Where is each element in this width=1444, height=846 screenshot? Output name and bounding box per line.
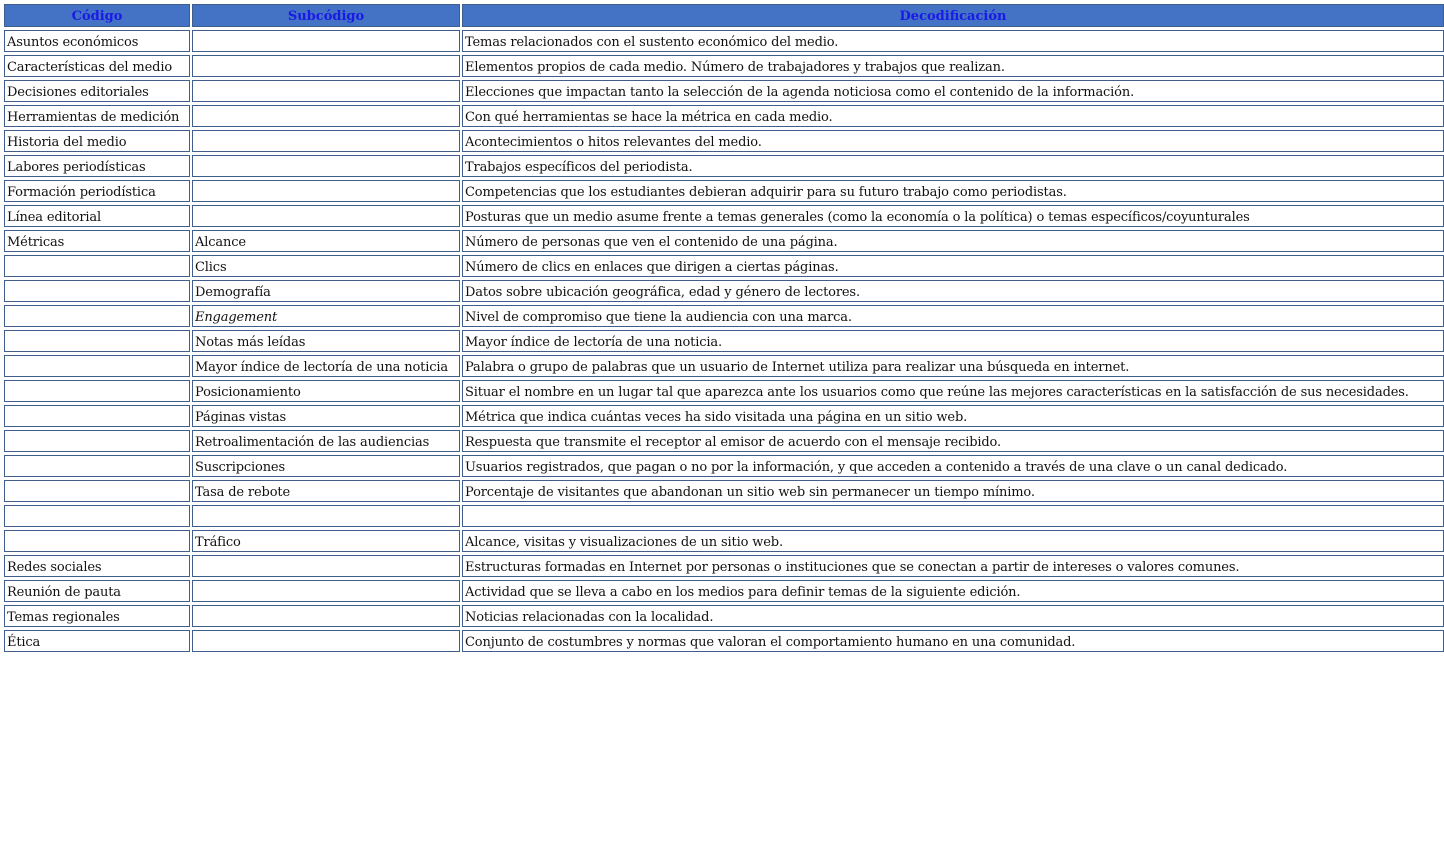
table-row <box>4 80 1444 102</box>
cell-codigo: Historia del medio <box>4 130 190 152</box>
cell-subcodigo <box>192 630 460 652</box>
table-row <box>4 480 1444 502</box>
table-row <box>4 380 1444 402</box>
table-row <box>4 230 1444 252</box>
cell-codigo: Reunión de pauta <box>4 580 190 602</box>
cell-codigo <box>4 455 190 477</box>
cell-subcodigo: Páginas vistas <box>192 405 460 427</box>
cell-decodificacion: Posturas que un medio asume frente a temas generales (como la economía o la política) o temas específicos/coyunturales <box>462 205 1444 227</box>
table-row <box>4 30 1444 52</box>
cell-subcodigo <box>192 55 460 77</box>
cell-codigo: Métricas <box>4 230 190 252</box>
table-row <box>4 505 1444 527</box>
cell-decodificacion: Actividad que se lleva a cabo en los medios para definir temas de la siguiente edición. <box>462 580 1444 602</box>
header-codigo: Código <box>4 4 190 27</box>
document-page <box>4 4 1440 652</box>
cell-decodificacion: Nivel de compromiso que tiene la audiencia con una marca. <box>462 305 1444 327</box>
cell-subcodigo: Notas más leídas <box>192 330 460 352</box>
table-row <box>4 355 1444 377</box>
table-row <box>4 205 1444 227</box>
table-body <box>4 30 1444 652</box>
cell-subcodigo <box>192 30 460 52</box>
cell-decodificacion: Usuarios registrados, que pagan o no por la información, y que acceden a contenido a través de una clave o un canal dedicado. <box>462 455 1444 477</box>
cell-decodificacion <box>462 505 1444 527</box>
cell-codigo: Formación periodística <box>4 180 190 202</box>
cell-codigo: Redes sociales <box>4 555 190 577</box>
codes-table <box>2 1 1444 655</box>
cell-subcodigo <box>192 155 460 177</box>
cell-subcodigo: Suscripciones <box>192 455 460 477</box>
table-row <box>4 305 1444 327</box>
cell-codigo <box>4 505 190 527</box>
cell-decodificacion: Mayor índice de lectoría de una noticia. <box>462 330 1444 352</box>
cell-codigo: Decisiones editoriales <box>4 80 190 102</box>
cell-codigo <box>4 280 190 302</box>
table-row <box>4 455 1444 477</box>
table-row <box>4 530 1444 552</box>
table-row <box>4 330 1444 352</box>
table-row <box>4 155 1444 177</box>
cell-subcodigo: Tráfico <box>192 530 460 552</box>
cell-subcodigo: Engagement <box>192 305 460 327</box>
cell-decodificacion: Porcentaje de visitantes que abandonan un sitio web sin permanecer un tiempo mínimo. <box>462 480 1444 502</box>
cell-decodificacion: Alcance, visitas y visualizaciones de un sitio web. <box>462 530 1444 552</box>
cell-codigo <box>4 305 190 327</box>
table-row <box>4 430 1444 452</box>
cell-decodificacion: Elementos propios de cada medio. Número de trabajadores y trabajos que realizan. <box>462 55 1444 77</box>
cell-decodificacion: Número de clics en enlaces que dirigen a ciertas páginas. <box>462 255 1444 277</box>
cell-decodificacion: Conjunto de costumbres y normas que valoran el comportamiento humano en una comunidad. <box>462 630 1444 652</box>
cell-subcodigo <box>192 555 460 577</box>
cell-codigo <box>4 530 190 552</box>
header-decodificacion: Decodificación <box>462 4 1444 27</box>
cell-subcodigo <box>192 80 460 102</box>
cell-codigo: Ética <box>4 630 190 652</box>
cell-codigo <box>4 480 190 502</box>
table-row <box>4 630 1444 652</box>
cell-codigo <box>4 405 190 427</box>
cell-subcodigo <box>192 105 460 127</box>
cell-codigo: Línea editorial <box>4 205 190 227</box>
cell-codigo: Temas regionales <box>4 605 190 627</box>
table-row <box>4 180 1444 202</box>
cell-decodificacion: Con qué herramientas se hace la métrica en cada medio. <box>462 105 1444 127</box>
cell-subcodigo <box>192 205 460 227</box>
cell-decodificacion: Respuesta que transmite el receptor al emisor de acuerdo con el mensaje recibido. <box>462 430 1444 452</box>
header-row <box>4 4 1444 27</box>
cell-subcodigo: Tasa de rebote <box>192 480 460 502</box>
table-row <box>4 555 1444 577</box>
cell-decodificacion: Acontecimientos o hitos relevantes del medio. <box>462 130 1444 152</box>
table-row <box>4 280 1444 302</box>
cell-codigo <box>4 355 190 377</box>
cell-codigo <box>4 255 190 277</box>
cell-codigo: Herramientas de medición <box>4 105 190 127</box>
cell-subcodigo: Clics <box>192 255 460 277</box>
cell-decodificacion: Situar el nombre en un lugar tal que aparezca ante los usuarios como que reúne las mejores características en la satisfacción de sus necesidades. <box>462 380 1444 402</box>
cell-codigo: Asuntos económicos <box>4 30 190 52</box>
cell-subcodigo: Demografía <box>192 280 460 302</box>
cell-subcodigo <box>192 605 460 627</box>
table-row <box>4 580 1444 602</box>
cell-subcodigo: Retroalimentación de las audiencias <box>192 430 460 452</box>
cell-codigo <box>4 430 190 452</box>
table-row <box>4 255 1444 277</box>
cell-subcodigo <box>192 130 460 152</box>
table-row <box>4 55 1444 77</box>
cell-decodificacion: Palabra o grupo de palabras que un usuario de Internet utiliza para realizar una búsqueda en internet. <box>462 355 1444 377</box>
cell-subcodigo <box>192 505 460 527</box>
header-subcodigo: Subcódigo <box>192 4 460 27</box>
table-row <box>4 605 1444 627</box>
cell-subcodigo <box>192 580 460 602</box>
cell-codigo: Características del medio <box>4 55 190 77</box>
cell-subcodigo <box>192 180 460 202</box>
cell-decodificacion: Competencias que los estudiantes debieran adquirir para su futuro trabajo como periodistas. <box>462 180 1444 202</box>
cell-subcodigo: Posicionamiento <box>192 380 460 402</box>
cell-codigo <box>4 380 190 402</box>
cell-decodificacion: Noticias relacionadas con la localidad. <box>462 605 1444 627</box>
cell-decodificacion: Estructuras formadas en Internet por personas o instituciones que se conectan a partir de intereses o valores comunes. <box>462 555 1444 577</box>
cell-subcodigo: Mayor índice de lectoría de una noticia <box>192 355 460 377</box>
table-row <box>4 105 1444 127</box>
cell-decodificacion: Temas relacionados con el sustento económico del medio. <box>462 30 1444 52</box>
table-row <box>4 130 1444 152</box>
cell-codigo <box>4 330 190 352</box>
cell-codigo: Labores periodísticas <box>4 155 190 177</box>
cell-decodificacion: Número de personas que ven el contenido de una página. <box>462 230 1444 252</box>
cell-decodificacion: Métrica que indica cuántas veces ha sido visitada una página en un sitio web. <box>462 405 1444 427</box>
table-row <box>4 405 1444 427</box>
cell-subcodigo: Alcance <box>192 230 460 252</box>
cell-decodificacion: Elecciones que impactan tanto la selección de la agenda noticiosa como el contenido de la información. <box>462 80 1444 102</box>
cell-decodificacion: Datos sobre ubicación geográfica, edad y género de lectores. <box>462 280 1444 302</box>
cell-decodificacion: Trabajos específicos del periodista. <box>462 155 1444 177</box>
